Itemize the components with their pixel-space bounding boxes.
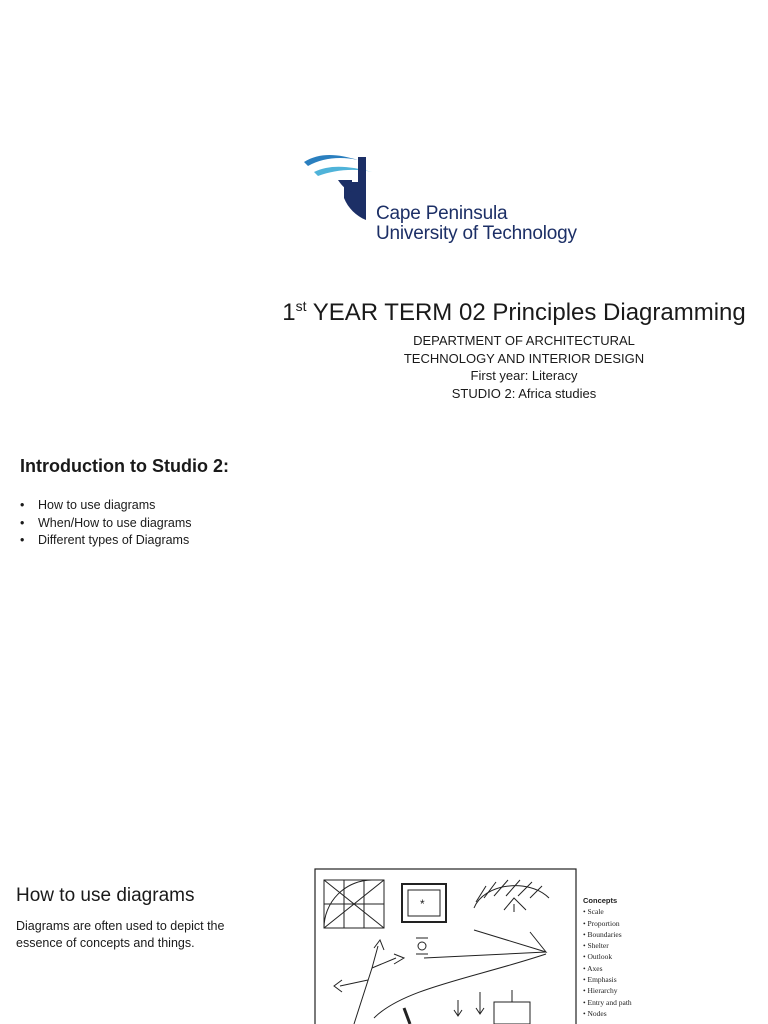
title-superscript: st bbox=[295, 298, 307, 314]
concepts-legend bbox=[583, 895, 632, 1019]
section-heading: How to use diagrams bbox=[16, 885, 195, 906]
intro-heading: Introduction to Studio 2: bbox=[20, 456, 229, 476]
list-item: • Proportion bbox=[583, 918, 632, 929]
list-item: • Nodes bbox=[583, 1008, 632, 1019]
logo-emblem-icon bbox=[300, 150, 376, 225]
shelter-sketch bbox=[474, 880, 549, 912]
subtitle-line-1: DEPARTMENT OF ARCHITECTURAL bbox=[413, 333, 635, 348]
outlook-sketch bbox=[374, 930, 546, 1018]
list-item: • Axes bbox=[583, 963, 632, 974]
list-item: • Entry and path bbox=[583, 997, 632, 1008]
subtitle-line-3: First year: Literacy bbox=[470, 368, 578, 383]
list-item: • Emphasis bbox=[583, 974, 632, 985]
boundary-sketch bbox=[402, 884, 446, 922]
title-text: YEAR TERM 02 Principles Diagramming bbox=[306, 299, 746, 326]
svg-text:*: * bbox=[420, 897, 425, 911]
list-item: • Shelter bbox=[583, 940, 632, 951]
section-body: Diagrams are often used to depict the essence of concepts and things. bbox=[16, 919, 225, 950]
list-item: • Boundaries bbox=[583, 929, 632, 940]
intro-list bbox=[20, 497, 192, 550]
hierarchy-sketch bbox=[404, 990, 530, 1024]
path-sketch bbox=[334, 940, 404, 1024]
logo-text-line2: University of Technology bbox=[376, 223, 577, 244]
page-title bbox=[260, 298, 768, 327]
list-item: • Hierarchy bbox=[583, 985, 632, 996]
list-item: • How to use diagrams bbox=[20, 497, 192, 515]
logo-text-line1: Cape Peninsula bbox=[376, 203, 508, 224]
subtitle-line-4: STUDIO 2: Africa studies bbox=[451, 386, 597, 401]
concepts-title: Concepts bbox=[583, 896, 618, 905]
proportion-sketch bbox=[324, 880, 384, 928]
list-item: • Different types of Diagrams bbox=[20, 532, 192, 550]
list-item: • Scale bbox=[583, 906, 632, 917]
list-item: • When/How to use diagrams bbox=[20, 515, 192, 533]
list-item: • Outlook bbox=[583, 951, 632, 962]
title-prefix: 1 bbox=[282, 299, 296, 326]
concepts-list bbox=[583, 906, 632, 1019]
subtitle-line-2: TECHNOLOGY AND INTERIOR DESIGN bbox=[403, 351, 645, 366]
university-logo bbox=[300, 150, 600, 250]
